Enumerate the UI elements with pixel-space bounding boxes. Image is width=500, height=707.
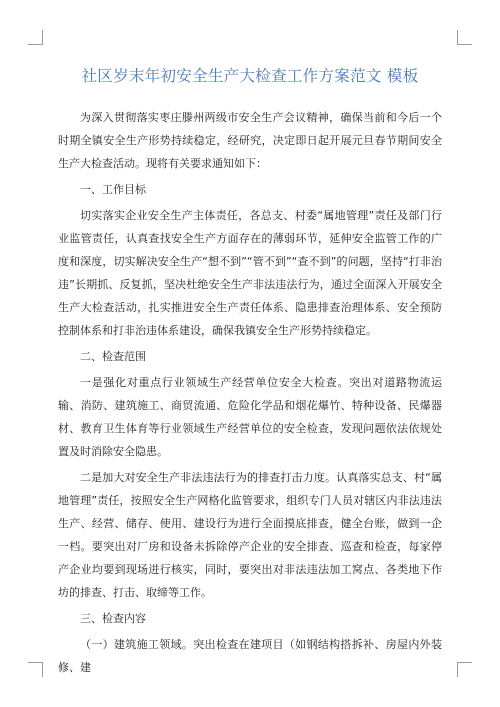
intro-paragraph: 为深入贯彻落实枣庄滕州两级市安全生产会议精神，确保当前和今后一个时期全镇安全生产形势持续稳定，经研究，决定即日起开展元旦春节期间安全生产大检查活动。现将有关要求通知如下：: [58, 111, 442, 170]
crop-mark-top-right: [457, 30, 472, 45]
scope-paragraph-2: 二是加大对安全生产非法违法行为的排查打击力度。认真落实总支、村“属地管理”责任，按照安全生产网格化监管要求，组织专门人员对辖区内非法违法生产、经营、储存、使用、建设行为进行全面摸底排查，健全台账，做到一企一档。要突出对厂房和设备未拆除停产企业的安全排查、巡查和检查，每家停产企业均要到现场进行核实，同时，要突出对非法违法加工窝点、各类地下作坊的排查、打击、取缔等工作。: [58, 471, 442, 599]
section-heading-goals: 一、工作目标: [80, 183, 146, 196]
document-title: 社区岁末年初安全生产大检查工作方案范文 模板: [81, 67, 419, 85]
section-heading-scope: 二、检查范围: [80, 350, 146, 363]
crop-mark-bottom-right: [457, 662, 472, 677]
document-page: [58, 60, 442, 679]
content-paragraph-1: （一）建筑施工领域。突出检查在建项目（如钢结构搭拆补、房屋内外装修、建: [58, 638, 442, 674]
crop-mark-top-left: [28, 30, 43, 45]
scope-paragraph-1: 一是强化对重点行业领域生产经营单位安全大检查。突出对道路物流运输、消防、建筑施工、商贸流通、危险化学品和烟花爆竹、特种设备、民爆器材、教育卫生体育等行业领域生产经营单位的安全检查，发现问题依法依规处置及时消除安全隐患。: [58, 376, 442, 458]
section-heading-content: 三、检查内容: [80, 612, 146, 625]
goals-paragraph: 切实落实企业安全生产主体责任，各总支、村委“属地管理”责任及部门行业监管责任，认真查找安全生产方面存在的薄弱环节，延伸安全监管工作的广度和深度，切实解决安全生产“想不到”“管不到”“查不到”的问题，坚持“打非治违”长期抓、反复抓，坚决杜绝安全生产非法违法行为，通过全面深入开展安全生产大检查活动，扎实推进安全生产责任体系、隐患排查治理体系、安全预防控制体系和打非治违体系建设，确保我镇安全生产形势持续稳定。: [58, 209, 442, 337]
crop-mark-bottom-left: [28, 662, 43, 677]
